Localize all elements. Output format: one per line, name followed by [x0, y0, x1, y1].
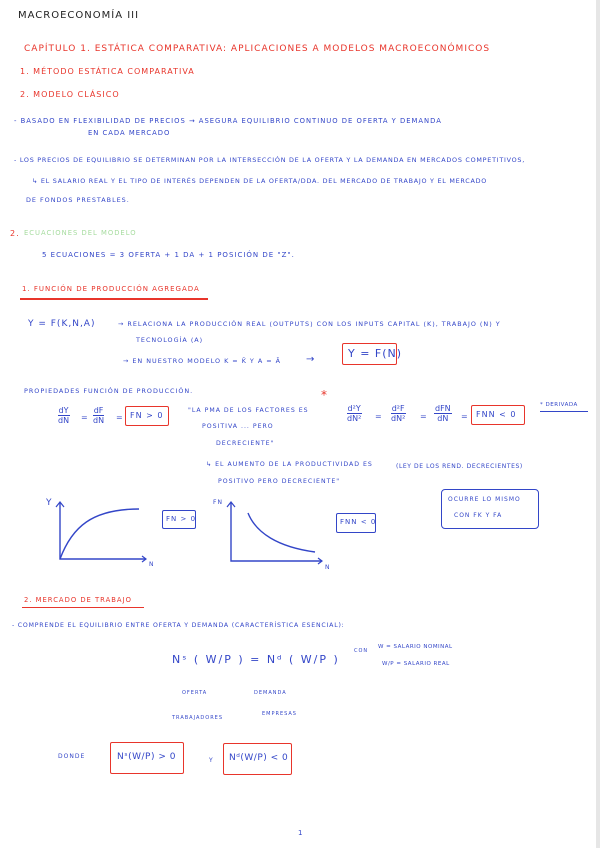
boxed-text: FNN < 0 — [476, 410, 517, 419]
graph2-box-text: FNN < 0 — [340, 518, 377, 526]
graph-axes — [231, 503, 322, 561]
properties-label: PROPIEDADES FUNCIÓN DE PRODUCCIÓN. — [24, 387, 194, 395]
with-label: CON — [354, 648, 369, 654]
graph-axes — [60, 503, 146, 559]
same-applies-box — [441, 489, 539, 529]
classic-bullet-2b: ↳ EL SALARIO REAL Y EL TIPO DE INTERÉS DEPENDEN DE LA OFERTA/DDA. DEL MERCADO DE TRABAJO Y EL MERCADO — [32, 177, 488, 185]
demand-label: DEMANDA — [254, 690, 287, 696]
diminishing-returns-law: (LEY DE LOS REND. DECRECIENTES) — [396, 463, 523, 470]
firms-label: EMPRESAS — [262, 711, 297, 717]
labor-market-title: 2. MERCADO DE TRABAJO — [24, 596, 132, 604]
classic-bullet-2: - LOS PRECIOS DE EQUILIBRIO SE DETERMINAN POR LA INTERSECCIÓN DE LA OFERTA Y LA DEMANDA EN MERCADOS COMPETITIVOS, — [14, 156, 526, 164]
equals-sign: = — [375, 412, 383, 421]
axis-arrowheads — [227, 502, 322, 564]
classic-bullet-2c: DE FONDOS PRESTABLES. — [26, 196, 130, 204]
equations-line: 5 ECUACIONES = 3 OFERTA + 1 DA + 1 POSICIÓN DE "Z". — [42, 251, 295, 259]
denominator: dN — [58, 416, 70, 425]
labor-market-line: - COMPRENDE EL EQUILIBRIO ENTRE OFERTA Y DEMANDA (CARACTERÍSTICA ESENCIAL): — [12, 622, 345, 629]
quote-line-2: POSITIVA ... PERO — [202, 423, 274, 430]
second-derivative-underline — [540, 411, 588, 412]
production-desc-1: → RELACIONA LA PRODUCCIÓN REAL (OUTPUTS) CON LOS INPUTS CAPITAL (K), TRABAJO (N) Y — [118, 320, 501, 328]
demand-slope-text: Nᵈ(W/P) < 0 — [229, 753, 289, 763]
boxed-production-function — [342, 343, 403, 365]
decreasing-curve — [248, 513, 315, 552]
labor-equilibrium-equation: Nˢ ( W/P ) = Nᵈ ( W/P ) — [172, 653, 340, 666]
classic-bullet-1: - BASADO EN FLEXIBILIDAD DE PRECIOS → ASEGURA EQUILIBRIO CONTINUO DE OFERTA Y DEMANDA — [14, 117, 442, 125]
real-wage-def: W/P = SALARIO REAL — [382, 661, 450, 667]
page-number: 1 — [298, 829, 304, 837]
boxed-formula-text: Y = F(N) — [348, 347, 403, 360]
graph2-box — [336, 513, 376, 533]
section-1-title: 1. MÉTODO ESTÁTICA COMPARATIVA — [20, 67, 195, 76]
boxed-fn-positive — [125, 406, 169, 426]
supply-slope-text: Nˢ(W/P) > 0 — [117, 752, 176, 762]
denominator: dN — [437, 414, 449, 423]
nominal-wage-def: W = SALARIO NOMINAL — [378, 644, 453, 650]
scan-edge — [596, 0, 600, 848]
productivity-note-2: POSITIVO PERO DECRECIENTE" — [218, 478, 341, 485]
page-title: MACROECONOMÍA III — [18, 10, 140, 21]
equations-number: 2. — [10, 229, 20, 238]
production-formula: Y = F(K,N,A) — [28, 319, 96, 329]
graph1-box — [162, 510, 196, 529]
section-2-title: 2. MODELO CLÁSICO — [20, 90, 120, 99]
same-applies-line-1: OCURRE LO MISMO — [448, 496, 521, 503]
star-icon: * — [321, 388, 328, 402]
where-label: DONDE — [58, 753, 86, 760]
numerator: d²Y — [347, 404, 361, 413]
numerator: d²F — [391, 404, 405, 413]
graph1-x-label: N — [149, 561, 155, 568]
fraction-d2f-dn2 — [390, 404, 406, 423]
arrow-icon: → — [306, 354, 316, 365]
production-model: → EN NUESTRO MODELO K = K̄ Y A = Ā — [123, 357, 282, 365]
equals-sign: = — [461, 412, 469, 421]
fraction-d2y-dn2 — [346, 404, 362, 423]
productivity-note-1: ↳ EL AUMENTO DE LA PRODUCTIVIDAD ES — [206, 461, 373, 468]
graph2-x-label: N — [325, 564, 331, 571]
production-function-graph — [42, 497, 152, 577]
production-title: 1. FUNCIÓN DE PRODUCCIÓN AGREGADA — [22, 285, 200, 293]
boxed-text: FN > 0 — [130, 411, 164, 420]
numerator: dY — [58, 406, 69, 415]
classic-bullet-1b: EN CADA MERCADO — [88, 129, 171, 137]
equals-sign: = — [81, 413, 89, 422]
chapter-title: CAPÍTULO 1. ESTÁTICA COMPARATIVA: APLICACIONES A MODELOS MACROECONÓMICOS — [24, 44, 491, 54]
graph2-y-label: FN — [213, 499, 223, 506]
concave-curve — [60, 509, 139, 559]
production-desc-2: TECNOLOGÍA (A) — [136, 336, 204, 344]
labor-market-underline — [22, 607, 144, 608]
second-derivative-note: * DERIVADA — [540, 402, 578, 408]
same-applies-line-2: CON FK Y FA — [454, 512, 503, 519]
boxed-demand-slope — [223, 743, 292, 775]
fraction-dfn-dn — [434, 404, 452, 423]
fraction-df-dn — [92, 406, 105, 425]
denominator: dN² — [391, 414, 406, 423]
fraction-dy-dn — [57, 406, 70, 425]
graph1-box-text: FN > 0 — [166, 515, 197, 523]
axis-arrowheads — [56, 502, 146, 562]
quote-line-3: DECRECIENTE" — [216, 440, 275, 447]
boxed-supply-slope — [110, 742, 184, 774]
numerator: dFN — [435, 404, 451, 413]
boxed-fnn-negative — [471, 405, 525, 425]
and-label: Y — [209, 757, 214, 764]
production-title-underline — [20, 298, 208, 300]
supply-label: OFERTA — [182, 690, 208, 696]
quote-line-1: "LA PMA DE LOS FACTORES ES — [188, 407, 309, 414]
equations-title: ECUACIONES DEL MODELO — [24, 229, 137, 237]
denominator: dN — [93, 416, 105, 425]
numerator: dF — [93, 406, 104, 415]
denominator: dN² — [347, 414, 362, 423]
equals-sign: = — [420, 412, 428, 421]
marginal-product-graph — [214, 497, 324, 577]
graph1-y-label: Y — [46, 498, 53, 508]
workers-label: TRABAJADORES — [172, 715, 223, 721]
equals-sign: = — [116, 413, 124, 422]
